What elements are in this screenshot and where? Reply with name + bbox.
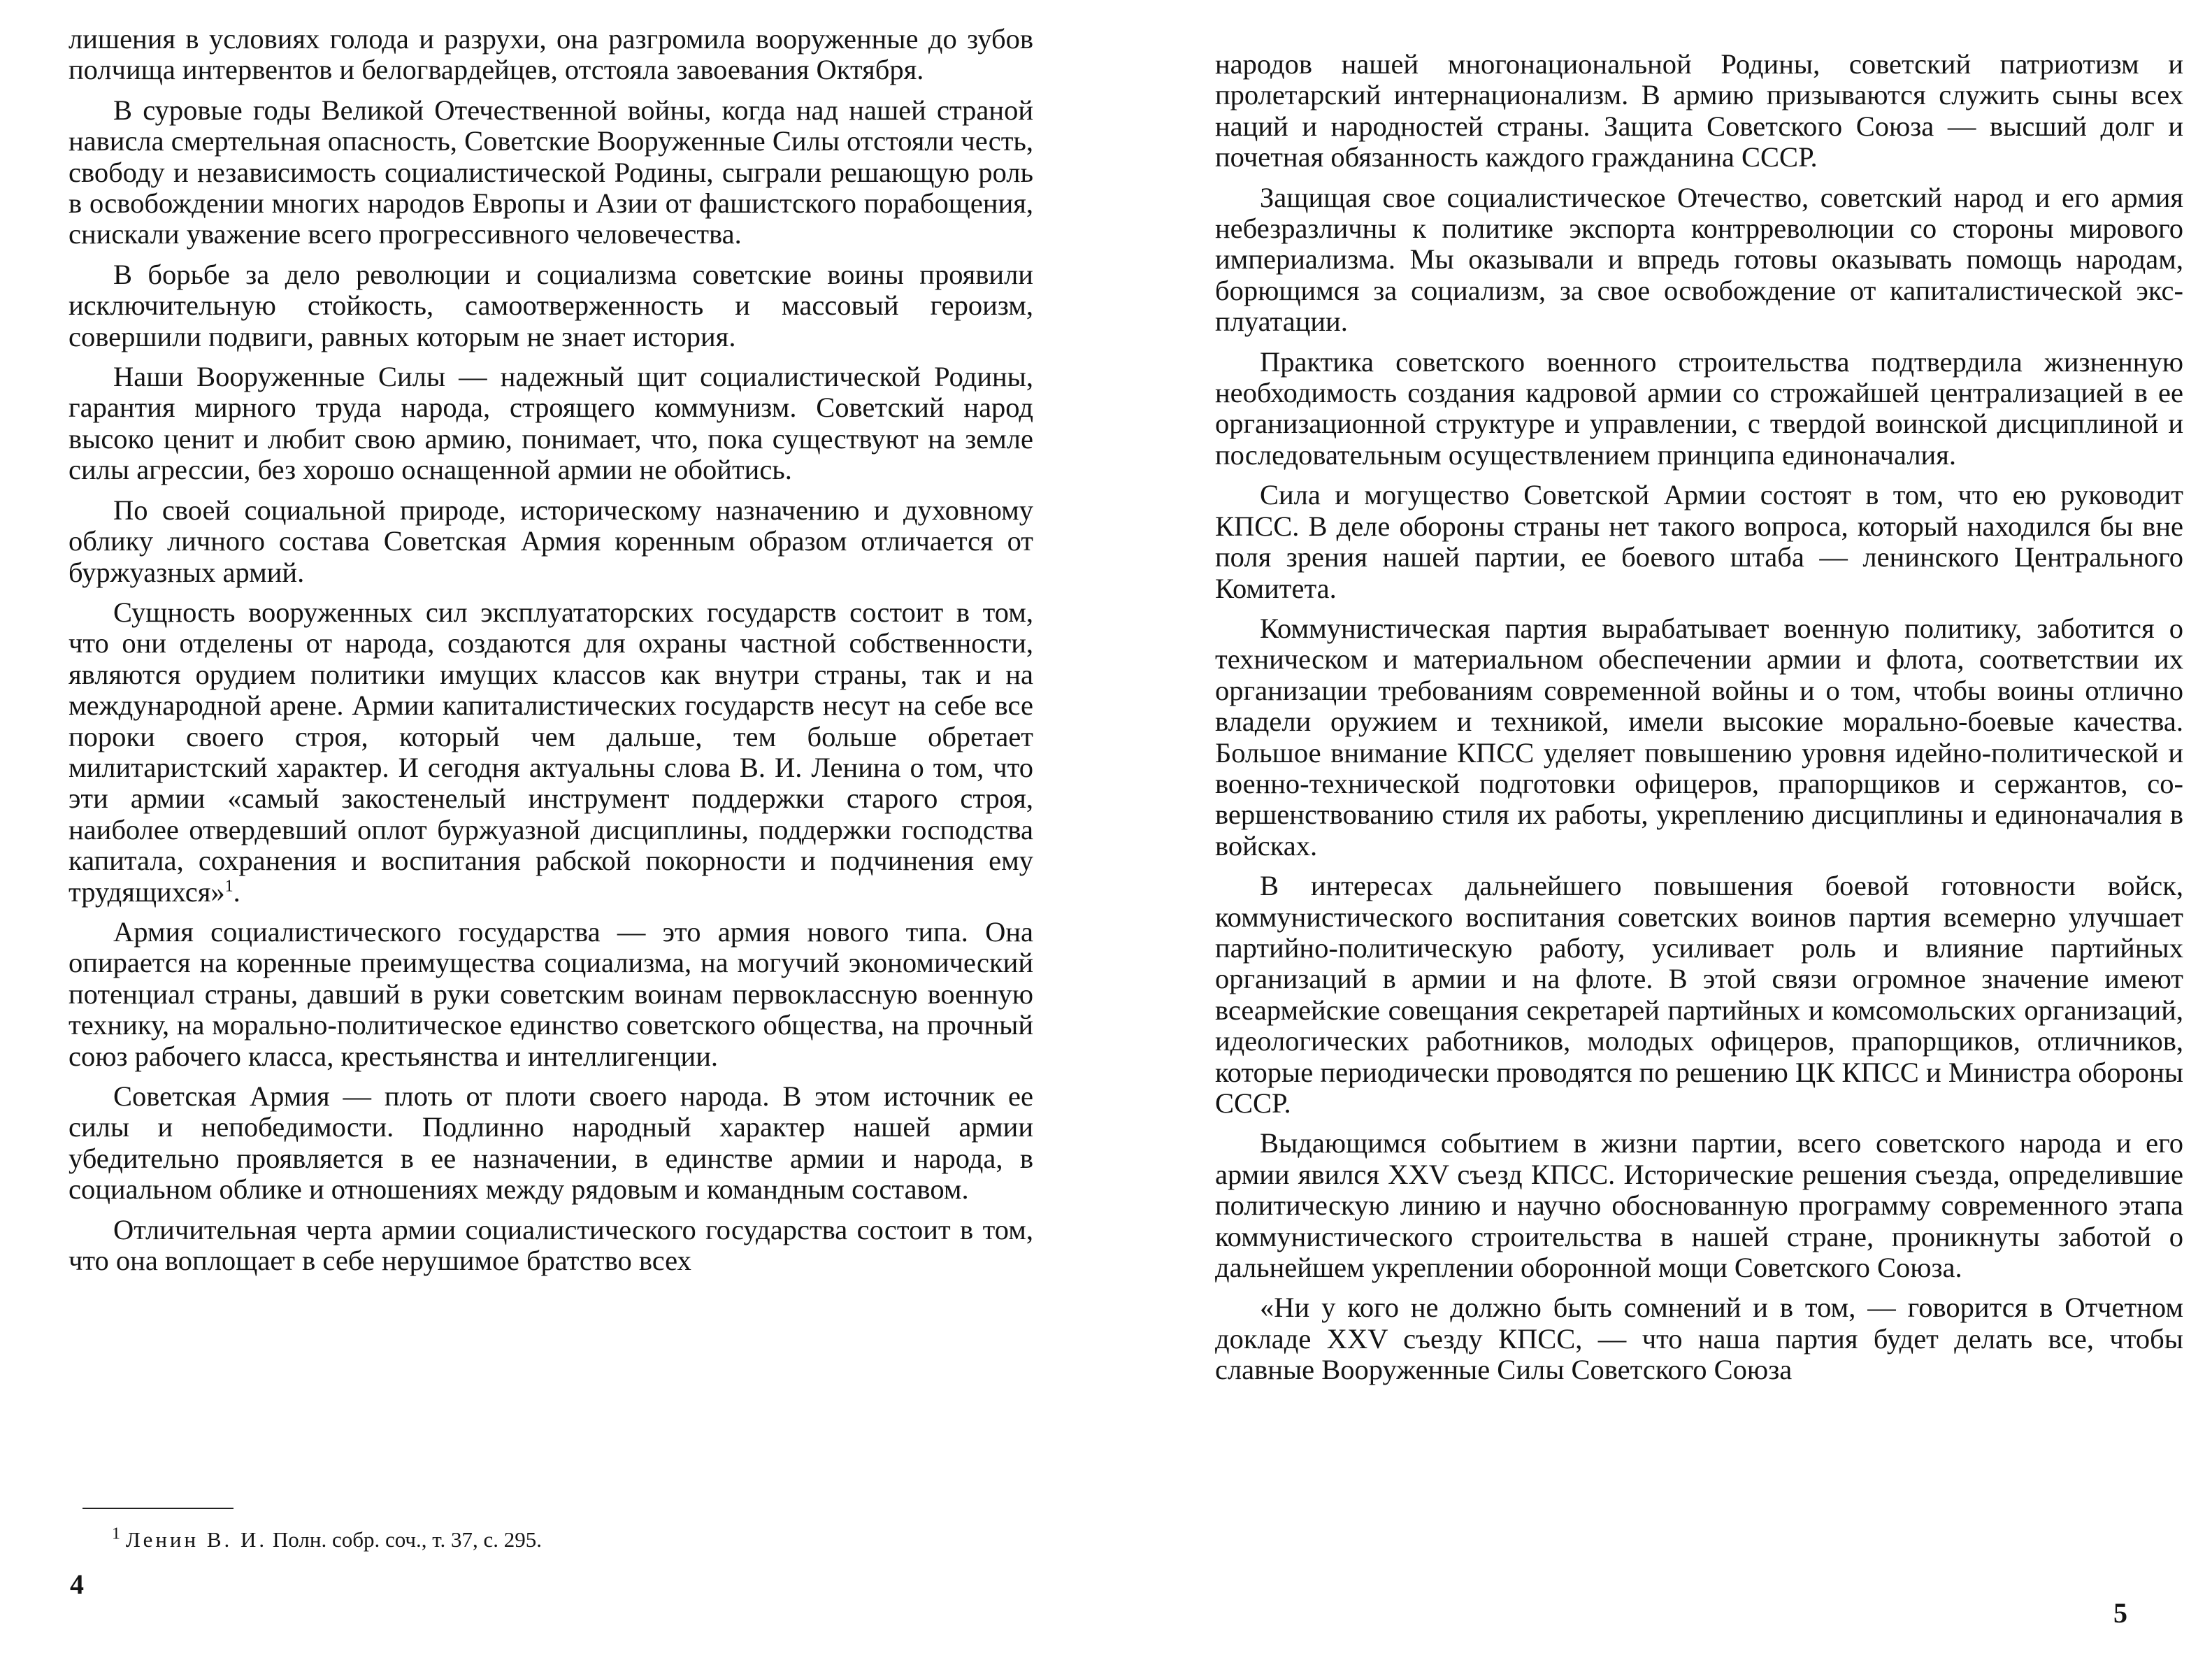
paragraph: Сущность вооруженных сил эксплуататорских государств состоит в том, что они отделены от народа, создаются для охраны частной собственности, являются орудием политики имущих классов как внутри страны, так и на международной арене. Армии капиталистических государств несут на себе все пороки своего строя, который чем дальше, тем больше обретает милитаристский характер. И сегодня актуальны слова В. И. Ленина о том, что эти армии «самый закостенелый инструмент поддержки старого строя, наиболее отвердевший оплот буржуазной дисциплины, поддержки господства капитала, сохранения и воспитания рабской покорности и подчинения ему трудящихся»$^1$. [69,596,1033,908]
paragraph: Армия социалистического государства — это армия нового типа. Она опирается на коренные преимущества социализма, на могучий экономический потенциал страны, давший в руки советским воинам первоклассную военную технику, на морально-политическое единство советского общества, на прочный союз рабочего класса, крестьянства и интеллигенции. [69,915,1033,1072]
paragraph-text: Сущность вооруженных сил эксплуататорских государств состоит в том, что они отделены от народа, создаются для охраны частной собственности, являются орудием политики имущих классов как внутри страны, так и на международной арене. Армии капиталистических государств несут на себе все пороки своего строя, который чем дальше, тем больше обретает милитаристский характер. И сегодня актуальны слова В. И. Ленина о том, что эти армии «самый закостенелый инструмент поддержки старого строя, наиболее отвердевший оплот буржуазной дисциплины, поддержки господства капитала, сохранения и воспитания рабской покорности и подчинения ему трудящихся» [69,596,1033,908]
paragraph: В интересах дальнейшего повышения боевой готовности войск, коммунистического воспитания советских воинов партия всемерно улучшает партийно-политическую работу, усиливает роль и влияние партийных организаций в армии и на флоте. В этой связи огромное значение имеют всеармейские совещания секретарей партийных и комсомольских организаций, идеологических работников, молодых офицеров, прапорщиков, отличников, которые периодически проводятся по решению ЦК КПСС и Министра обороны СССР. [1215,870,2183,1119]
paragraph: В борьбе за дело революции и социализма советские воины проявили исключительную стойкость, самоотверженность и массовый героизм, совершили подвиги, равных которым не знает история. [69,258,1033,352]
footnote-marker: 1 [112,1524,120,1543]
right-text-column [1215,49,2183,1395]
left-text-column [69,24,1033,1285]
paragraph: Практика советского военного строительства подтвердила жизненную необходимость создания кадровой армии со строжайшей централизацией в ее организационной структуре и управлении, с твердой воинской дисциплиной и последовательным осуществлением принципа единоначалия. [1215,345,2183,471]
footnote [112,1524,542,1552]
footnote-divider [82,1508,234,1509]
paragraph: Выдающимся событием в жизни партии, всего советского народа и его армии явился XXV съезд КПСС. Исторические решения съезда, определившие политическую линию и научно обоснованную программу современного этапа коммунистического строительства в нашей стране, проникнуты заботой о дальнейшем укреплении оборонной мощи Советского Союза. [1215,1127,2183,1284]
paragraph: По своей социальной природе, историческому назначению и духовному облику личного состава Советская Армия коренным образом отличается от буржуазных армий. [69,494,1033,588]
page-number-left: 4 [70,1569,84,1600]
right-page [1105,0,2212,1672]
paragraph: Отличительная черта армии социалистического государства состоит в том, что она воплощает в себе нерушимое братство всех [69,1213,1033,1277]
page-number-right: 5 [2113,1597,2127,1629]
paragraph: Советская Армия — плоть от плоти своего народа. В этом источник ее силы и непобедимости. Подлинно народный характер нашей армии убедительно проявляется в ее назначении, в единстве армии и народа, в социальном облике и отношениях между рядовым и командным составом. [69,1080,1033,1206]
left-page [0,0,1105,1672]
paragraph: Защищая свое социалистическое Отечество, советский народ и его армия небезразличны к политике экспорта контрреволюции со стороны мирового империализма. Мы оказывали и впредь готовы оказывать помощь народам, борющимся за социализм, за свое освобождение от капиталистической эксплуатации. [1215,181,2183,338]
footnote-author: Ленин В. И. [125,1527,268,1552]
paragraph: лишения в условиях голода и разрухи, она разгромила вооруженные до зубов полчища интервентов и белогвардейцев, отстояла завоевания Октября. [69,23,1033,86]
footnote-source: Полн. собр. соч., т. 37, с. 295. [272,1527,542,1552]
paragraph: Коммунистическая партия вырабатывает военную политику, заботится о техническом и материальном обеспечении армии и флота, соответствии их организации требованиям современной войны и о том, чтобы воины отлично владели оружием и техникой, имели высокие морально-боевые качества. Большое внимание КПСС уделяет повышению уровня идейно-политической и военно-технической подготовки офицеров, прапорщиков и сержантов, совершенствованию стиля их работы, укреплению дисциплины и единоначалия в войсках. [1215,612,2183,862]
paragraph: Сила и могущество Советской Армии состоят в том, что ею руководит КПСС. В деле обороны страны нет такого вопроса, который находился бы вне поля зрения нашей партии, ее боевого штаба — ленинского Центрального Комитета. [1215,479,2183,604]
paragraph: Наши Вооруженные Силы — надежный щит социалистической Родины, гарантия мирного труда народа, строящего коммунизм. Советский народ высоко ценит и любит свою армию, понимает, что, пока существуют на земле силы агрессии, без хорошо оснащенной армии не обойтись. [69,361,1033,486]
paragraph: «Ни у кого не должно быть сомнений и в том, — говорится в Отчетном докладе XXV съезду КПСС, — что наша партия будет делать все, чтобы славные Вооруженные Силы Советского Союза [1215,1292,2183,1386]
paragraph: В суровые годы Великой Отечественной войны, когда над нашей страной нависла смертельная опасность, Советские Вооруженные Силы отстояли честь, свободу и независимость социалистической Родины, сыграли решающую роль в освобождении многих народов Европы и Азии от фашистского порабощения, снискали уважение всего прогрессивного человечества. [69,94,1033,250]
paragraph: народов нашей многонациональной Родины, советский патриотизм и пролетарский интернационализм. В армию призываются служить сыны всех наций и народностей страны. Защита Советского Союза — высший долг и почетная обязанность каждого гражданина СССР. [1215,48,2183,173]
footnote-reference: 1 [224,877,234,896]
